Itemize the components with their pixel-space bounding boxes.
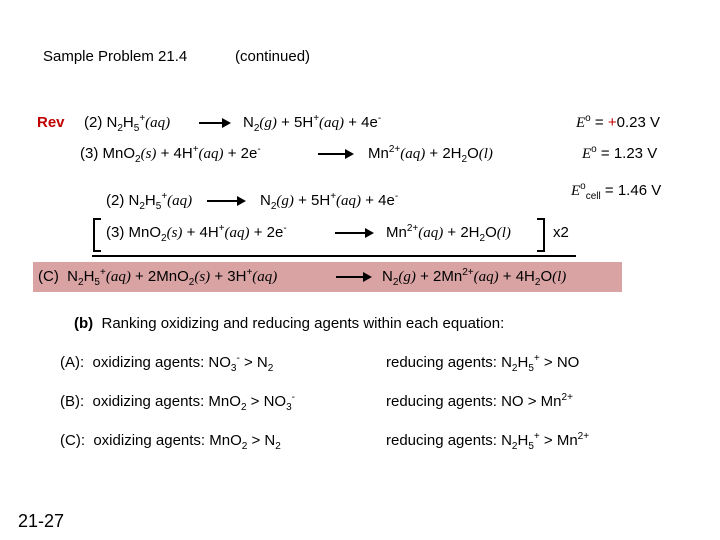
eq3-products: $Mn^{2+}(aq) + 2H_2O(l)$ [368,144,493,165]
eq3-potential: $E^o = 1.23$ V [582,144,658,162]
multiplier: x2 [553,224,569,241]
combo-eq2-reactants: (2) $N_2H_5^+(aq)$ [106,191,193,212]
reaction-arrow [336,276,370,278]
slide-title: Sample Problem 21.4 [43,48,188,65]
eq3-reactants: (3) MnO$_2$(s) + 4H+(aq) + 2e- [80,144,261,165]
combo-eq3-reactants: (3) MnO$_2$(s) + 4H+(aq) + 2e- [106,223,287,244]
eq2-potential: $E^o = +0.23$ V [576,113,660,131]
ranking-a-oxidizing: (A): oxidizing agents: $NO_3^- > N_2$ [60,353,274,374]
ranking-c-oxidizing: (C): oxidizing agents: $MnO_2 > N_2$ [60,432,281,452]
cell-potential: $E^o_{cell} = 1.46$ V [571,181,662,202]
ranking-b-reducing: reducing agents: NO > $Mn^{2+}$ [386,392,573,410]
slide-subtitle: (continued) [235,48,311,65]
right-bracket [537,218,545,252]
left-bracket [93,218,101,252]
reaction-arrow [318,153,352,155]
part-b-heading: (b) Ranking oxidizing and reducing agents within each equation: [74,315,505,332]
ranking-c-reducing: reducing agents: $N_2H_5^+ > Mn^{2+}$ [386,431,590,452]
reaction-arrow [207,200,244,202]
combo-eq3-products: $Mn^{2+}(aq) + 2H_2O(l)$ [386,223,511,244]
reaction-arrow [199,122,229,124]
eq2-products: $N_2(g) + 5H^+(aq) + 4e^-$ [243,113,382,134]
reaction-arrow [335,232,372,234]
eq2-reactants: (2) $N_2H_5^+(aq)$ [84,113,171,134]
page-number: 21-27 [18,511,65,531]
combo-eq2-products: $N_2(g) + 5H^+(aq) + 4e^-$ [260,191,399,212]
overall-products: $N_2(g) + 2Mn^{2+}(aq) + 4H_2O(l)$ [382,267,567,288]
sum-line [92,255,576,257]
ranking-a-reducing: reducing agents: $N_2H_5^+$ > NO [386,353,580,374]
overall-reactants: (C) $N_2H_5^+(aq) + 2MnO_2(s) + 3H^+(aq)$ [38,267,278,288]
ranking-b-oxidizing: (B): oxidizing agents: $MnO_2 > NO_3^-$ [60,392,296,413]
rev-label: Rev [37,114,65,131]
